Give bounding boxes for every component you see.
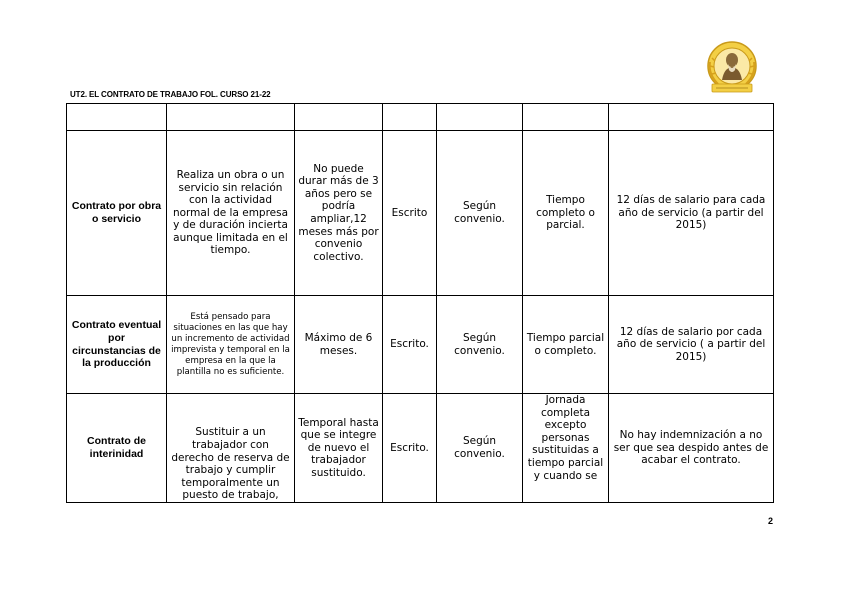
form-cell: Escrito. xyxy=(383,296,437,394)
workday-text: Jornada completa excepto personas sustituidas a tiempo parcial y cuando se xyxy=(527,394,604,482)
table-row xyxy=(67,394,774,503)
description-text: Sustituir a un trabajador con derecho de reserva de trabajo y cumplir temporalmente un puesto de trabajo, xyxy=(171,426,290,502)
duration-cell: Máximo de 6 meses. xyxy=(295,296,383,394)
description-cell xyxy=(167,394,295,503)
page-number: 2 xyxy=(768,516,774,526)
duration-cell: Temporal hasta que se integre de nuevo el trabajador sustituido. xyxy=(295,394,383,503)
contract-type-cell: Contrato de interinidad xyxy=(67,394,167,503)
table-row xyxy=(67,296,774,394)
contract-type-cell: Contrato eventual por circunstancias de la producción xyxy=(67,296,167,394)
table-cell xyxy=(437,104,523,131)
salary-cell: Según convenio. xyxy=(437,296,523,394)
table-header-row xyxy=(67,104,774,131)
contract-types-table xyxy=(66,103,774,503)
compensation-cell: No hay indemnización a no ser que sea despido antes de acabar el contrato. xyxy=(609,394,774,503)
document-header: UT2. EL CONTRATO DE TRABAJO FOL. CURSO 21-22 xyxy=(70,90,271,99)
workday-cell xyxy=(523,394,609,503)
description-cell: Realiza un obra o un servicio sin relación con la actividad normal de la empresa y de duración incierta aunque limitada en el tiempo. xyxy=(167,131,295,296)
table-cell xyxy=(523,104,609,131)
table-cell xyxy=(609,104,774,131)
table-cell xyxy=(295,104,383,131)
table-cell xyxy=(67,104,167,131)
salary-cell: Según convenio. xyxy=(437,394,523,503)
workday-cell: Tiempo completo o parcial. xyxy=(523,131,609,296)
school-crest-icon xyxy=(704,40,760,96)
form-cell: Escrito. xyxy=(383,394,437,503)
description-cell: Está pensado para situaciones en las que hay un incremento de actividad imprevista y temporal en la empresa en la que la plantilla no es suficiente. xyxy=(167,296,295,394)
form-cell: Escrito xyxy=(383,131,437,296)
contract-type-cell: Contrato por obra o servicio xyxy=(67,131,167,296)
duration-cell: No puede durar más de 3 años pero se podría ampliar,12 meses más por convenio colectivo. xyxy=(295,131,383,296)
table-cell xyxy=(383,104,437,131)
compensation-cell: 12 días de salario por cada año de servicio ( a partir del 2015) xyxy=(609,296,774,394)
workday-cell: Tiempo parcial o completo. xyxy=(523,296,609,394)
compensation-cell: 12 días de salario para cada año de servicio (a partir del 2015) xyxy=(609,131,774,296)
salary-cell: Según convenio. xyxy=(437,131,523,296)
table-row xyxy=(67,131,774,296)
table-cell xyxy=(167,104,295,131)
